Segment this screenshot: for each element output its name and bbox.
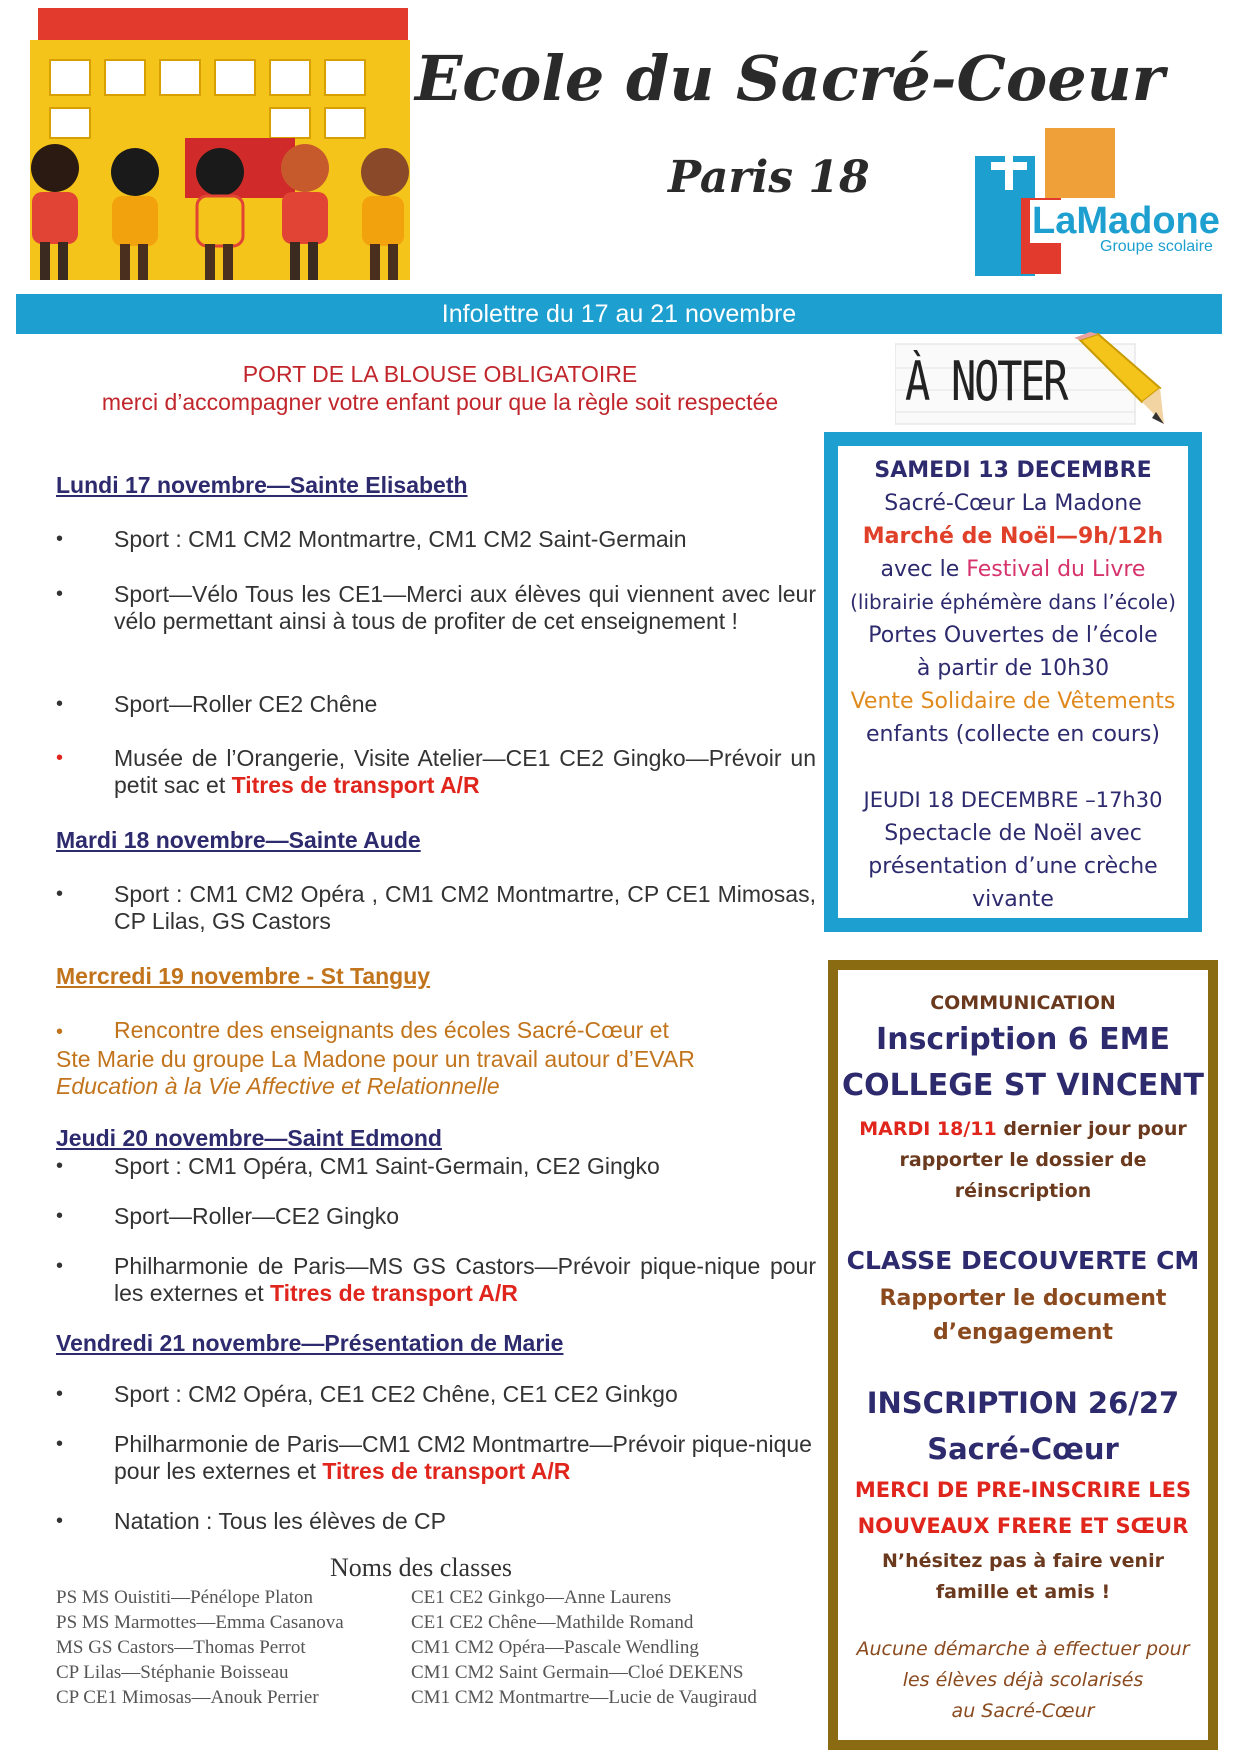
banner-title: Infolettre du 17 au 21 novembre — [441, 300, 797, 328]
school-name: Ecole du Sacré-Coeur — [415, 42, 1165, 115]
bullet-icon: • — [56, 1155, 64, 1177]
wednesday-item: • Rencontre des enseignants des écoles Sacré-Cœur et Ste Marie du groupe La Madone pour un travail autour d’EVAR Education à la Vie Affective et Relationnelle — [56, 1017, 695, 1099]
class-entry: CM1 CM2 Montmartre—Lucie de Vaugiraud — [411, 1687, 757, 1708]
classes-title: Noms des classes — [330, 1553, 512, 1582]
bullet-icon: • — [56, 693, 64, 715]
transport-highlight: Titres de transport A/R — [269, 1280, 518, 1306]
bullet-icon: • — [56, 1433, 64, 1455]
list-item: • Sport : CM1 CM2 Opéra , CM1 CM2 Montmartre, CP CE1 Mimosas, CP Lilas, GS Castors — [56, 881, 816, 934]
pencil-icon — [1068, 332, 1168, 427]
communication-box: COMMUNICATION Inscription 6 EME COLLEGE ST VINCENT MARDI 18/11 dernier jour pour rapporter le dossier de réinscription CLASSE DECOUVERTE CM Rapporter le document d’engagement INSCRIPTION 26/27 Sacré-Cœur MERCI DE PRE-INSCRIRE LES NOUVEAUX FRERE ET SŒUR N’hésitez pas à faire venir famille et amis ! Aucune démarche à effectuer pour les élèves déjà scolarisés au Sacré-Cœur — [828, 960, 1218, 1750]
bullet-icon: • — [56, 883, 64, 905]
day-title-tuesday: Mardi 18 novembre—Sainte Aude — [56, 827, 421, 853]
transport-highlight: Titres de transport A/R — [322, 1458, 571, 1484]
bullet-icon: • — [56, 1255, 64, 1277]
newsletter-banner — [16, 294, 1222, 334]
list-item: • Natation : Tous les élèves de CP — [56, 1508, 446, 1534]
list-item: • Philharmonie de Paris—CM1 CM2 Montmartre—Prévoir pique-nique pour les externes et Titres de transport A/R — [56, 1431, 812, 1484]
logo-subtitle: Groupe scolaire — [1100, 238, 1213, 255]
city-name: Paris 18 — [668, 152, 870, 203]
bullet-icon: • — [56, 583, 64, 605]
notice-line2: merci d’accompagner votre enfant pour que la règle soit respectée — [101, 389, 779, 415]
class-entry: CP Lilas—Stéphanie Boisseau — [56, 1662, 289, 1683]
bullet-icon: • — [56, 1383, 64, 1405]
list-item: • Sport : CM2 Opéra, CE1 CE2 Chêne, CE1 CE2 Ginkgo — [56, 1381, 678, 1407]
list-item: • Musée de l’Orangerie, Visite Atelier—CE1 CE2 Gingko—Prévoir un petit sac et Titres de transport A/R — [56, 745, 816, 798]
day-title-monday: Lundi 17 novembre—Sainte Elisabeth — [56, 472, 468, 498]
list-item: • Sport—Vélo Tous les CE1—Merci aux élèves qui viennent avec leur vélo permettant ainsi à tous de profiter de cet enseignement ! — [56, 581, 816, 634]
list-item: • Sport—Roller CE2 Chêne — [56, 691, 378, 717]
class-entry: PS MS Ouistiti—Pénélope Platon — [56, 1587, 314, 1608]
day-title-thursday: Jeudi 20 novembre—Saint Edmond — [56, 1125, 442, 1151]
school-illustration — [0, 0, 420, 290]
list-item: • Sport : CM1 CM2 Montmartre, CM1 CM2 Saint-Germain — [56, 526, 687, 552]
list-item: • Sport : CM1 Opéra, CM1 Saint-Germain, CE2 Gingko — [56, 1153, 660, 1179]
class-entry: CP CE1 Mimosas—Anouk Perrier — [56, 1687, 319, 1708]
anoter-title: À NOTER — [905, 350, 1067, 413]
list-item: • Philharmonie de Paris—MS GS Castors—Prévoir pique-nique pour les externes et Titres de transport A/R — [56, 1253, 816, 1306]
class-entry: PS MS Marmottes—Emma Casanova — [56, 1612, 344, 1633]
day-title-friday: Vendredi 21 novembre—Présentation de Marie — [56, 1330, 564, 1356]
class-entry: CE1 CE2 Chêne—Mathilde Romand — [411, 1612, 694, 1633]
transport-highlight: Titres de transport A/R — [231, 772, 480, 798]
class-entry: MS GS Castors—Thomas Perrot — [56, 1637, 306, 1658]
anoter-box: SAMEDI 13 DECEMBRE Sacré-Cœur La Madone Marché de Noël—9h/12h avec le Festival du Livre (librairie éphémère dans l’école) Portes Ouvertes de l’école à partir de 10h30 Vente Solidaire de Vêtements enfants (collecte en cours) JEUDI 18 DECEMBRE –17h30 Spectacle de Noël avec présentation d’une crèche vivante — [824, 432, 1202, 932]
logo-text: LaMadone — [1032, 200, 1220, 242]
bullet-icon: • — [56, 1021, 64, 1043]
bullet-icon: • — [56, 528, 64, 550]
notice-line1: PORT DE LA BLOUSE OBLIGATOIRE — [242, 361, 638, 387]
bullet-icon: • — [56, 747, 64, 769]
bullet-icon: • — [56, 1205, 64, 1227]
blouse-notice — [40, 360, 840, 416]
day-title-wednesday: Mercredi 19 novembre - St Tanguy — [56, 963, 431, 989]
class-entry: CM1 CM2 Saint Germain—Cloé DEKENS — [411, 1662, 744, 1683]
class-entry: CM1 CM2 Opéra—Pascale Wendling — [411, 1637, 699, 1658]
list-item: • Sport—Roller—CE2 Gingko — [56, 1203, 400, 1229]
bullet-icon: • — [56, 1510, 64, 1532]
class-entry: CE1 CE2 Ginkgo—Anne Laurens — [411, 1587, 672, 1608]
